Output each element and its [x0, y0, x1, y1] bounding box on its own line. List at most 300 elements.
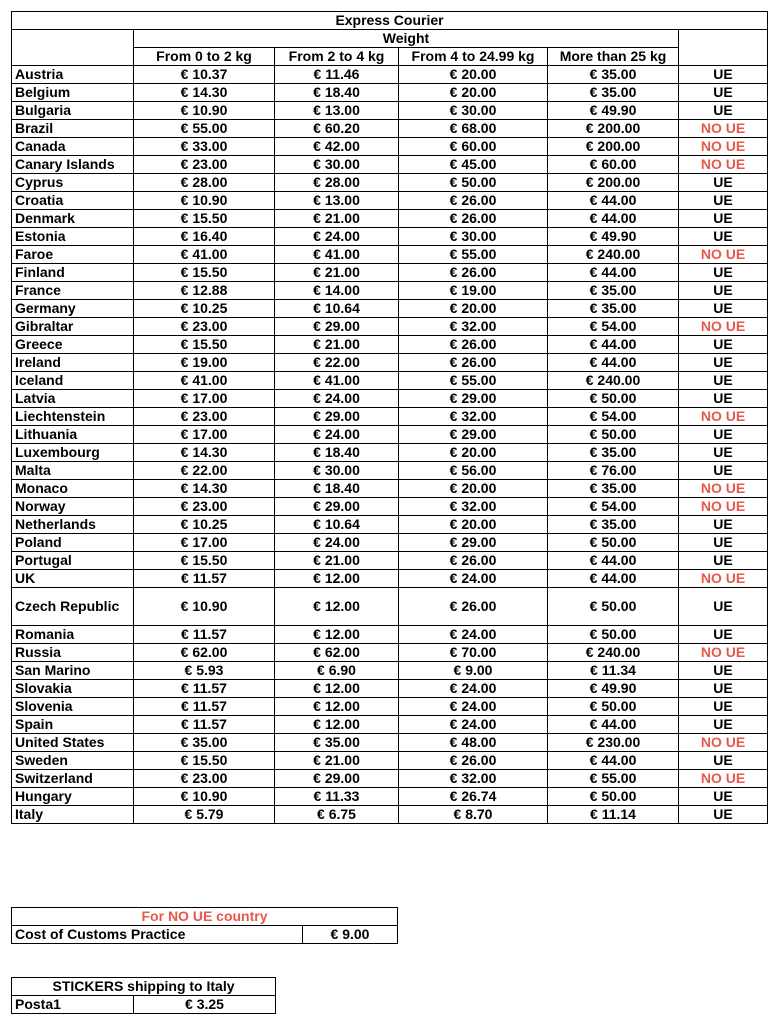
zone-cell: NO UE — [679, 498, 768, 516]
price-cell: € 12.00 — [275, 626, 399, 644]
price-cell: € 49.90 — [548, 680, 679, 698]
title-row — [12, 12, 768, 30]
price-cell: € 41.00 — [134, 246, 275, 264]
price-cell: € 18.40 — [275, 84, 399, 102]
price-cell: € 26.00 — [399, 552, 548, 570]
price-cell: € 26.74 — [399, 788, 548, 806]
price-cell: € 19.00 — [134, 354, 275, 372]
country-cell: Cyprus — [12, 174, 134, 192]
price-cell: € 20.00 — [399, 300, 548, 318]
price-cell: € 33.00 — [134, 138, 275, 156]
price-cell: € 42.00 — [275, 138, 399, 156]
country-cell: Czech Republic — [12, 588, 134, 626]
price-cell: € 11.46 — [275, 66, 399, 84]
price-cell: € 11.33 — [275, 788, 399, 806]
zone-cell: UE — [679, 752, 768, 770]
price-cell: € 30.00 — [275, 156, 399, 174]
zone-cell: NO UE — [679, 644, 768, 662]
country-cell: Germany — [12, 300, 134, 318]
weight-header-row — [12, 30, 768, 48]
price-cell: € 10.90 — [134, 102, 275, 120]
country-cell: Hungary — [12, 788, 134, 806]
zone-cell: UE — [679, 390, 768, 408]
price-cell: € 14.30 — [134, 444, 275, 462]
price-cell: € 20.00 — [399, 66, 548, 84]
country-cell: Switzerland — [12, 770, 134, 788]
table-row — [12, 734, 768, 752]
price-cell: € 14.30 — [134, 84, 275, 102]
price-cell: € 10.37 — [134, 66, 275, 84]
price-cell: € 44.00 — [548, 264, 679, 282]
price-cell: € 29.00 — [275, 498, 399, 516]
zone-cell: UE — [679, 102, 768, 120]
price-cell: € 17.00 — [134, 390, 275, 408]
zone-cell: UE — [679, 662, 768, 680]
country-cell: Lithuania — [12, 426, 134, 444]
price-cell: € 49.90 — [548, 102, 679, 120]
country-cell: Netherlands — [12, 516, 134, 534]
price-cell: € 230.00 — [548, 734, 679, 752]
column-header: From 4 to 24.99 kg — [399, 48, 548, 66]
zone-cell: NO UE — [679, 408, 768, 426]
empty-zone-header-cell — [679, 30, 768, 66]
price-cell: € 15.50 — [134, 552, 275, 570]
price-cell: € 240.00 — [548, 246, 679, 264]
stickers-value: € 3.25 — [134, 996, 276, 1014]
country-cell: Liechtenstein — [12, 408, 134, 426]
column-header: More than 25 kg — [548, 48, 679, 66]
price-cell: € 56.00 — [399, 462, 548, 480]
price-cell: € 24.00 — [399, 626, 548, 644]
zone-cell: UE — [679, 462, 768, 480]
column-header: From 0 to 2 kg — [134, 48, 275, 66]
zone-cell: NO UE — [679, 480, 768, 498]
table-row — [12, 300, 768, 318]
zone-cell: UE — [679, 84, 768, 102]
stickers-header-row — [12, 978, 276, 996]
price-cell: € 14.00 — [275, 282, 399, 300]
table-row — [12, 336, 768, 354]
price-cell: € 200.00 — [548, 138, 679, 156]
price-cell: € 44.00 — [548, 570, 679, 588]
table-row — [12, 552, 768, 570]
price-cell: € 10.64 — [275, 516, 399, 534]
price-cell: € 44.00 — [548, 210, 679, 228]
price-cell: € 13.00 — [275, 192, 399, 210]
price-cell: € 62.00 — [134, 644, 275, 662]
zone-cell: NO UE — [679, 156, 768, 174]
country-cell: Portugal — [12, 552, 134, 570]
price-cell: € 26.00 — [399, 264, 548, 282]
price-cell: € 20.00 — [399, 516, 548, 534]
country-cell: France — [12, 282, 134, 300]
zone-cell: UE — [679, 228, 768, 246]
price-cell: € 24.00 — [399, 680, 548, 698]
price-cell: € 14.30 — [134, 480, 275, 498]
price-cell: € 200.00 — [548, 174, 679, 192]
price-cell: € 10.25 — [134, 300, 275, 318]
table-row — [12, 426, 768, 444]
table-row — [12, 66, 768, 84]
price-cell: € 30.00 — [399, 102, 548, 120]
zone-cell: NO UE — [679, 770, 768, 788]
zone-cell: UE — [679, 66, 768, 84]
country-cell: Austria — [12, 66, 134, 84]
zone-cell: UE — [679, 372, 768, 390]
price-cell: € 12.00 — [275, 570, 399, 588]
price-cell: € 12.00 — [275, 680, 399, 698]
price-cell: € 18.40 — [275, 444, 399, 462]
price-cell: € 21.00 — [275, 210, 399, 228]
country-cell: Sweden — [12, 752, 134, 770]
customs-value: € 9.00 — [303, 926, 398, 944]
country-cell: Belgium — [12, 84, 134, 102]
price-cell: € 44.00 — [548, 716, 679, 734]
price-cell: € 10.90 — [134, 588, 275, 626]
zone-cell: NO UE — [679, 120, 768, 138]
zone-cell: NO UE — [679, 734, 768, 752]
price-cell: € 50.00 — [548, 390, 679, 408]
stickers-label: Posta1 — [12, 996, 134, 1014]
zone-cell: UE — [679, 680, 768, 698]
price-cell: € 10.90 — [134, 788, 275, 806]
price-cell: € 18.40 — [275, 480, 399, 498]
price-cell: € 35.00 — [275, 734, 399, 752]
price-cell: € 32.00 — [399, 770, 548, 788]
table-row — [12, 516, 768, 534]
zone-cell: UE — [679, 516, 768, 534]
table-row — [12, 806, 768, 824]
country-cell: Faroe — [12, 246, 134, 264]
price-cell: € 22.00 — [134, 462, 275, 480]
table-row — [12, 156, 768, 174]
zone-cell: UE — [679, 534, 768, 552]
zone-cell: UE — [679, 300, 768, 318]
price-cell: € 15.50 — [134, 752, 275, 770]
price-cell: € 29.00 — [399, 390, 548, 408]
zone-cell: UE — [679, 174, 768, 192]
price-cell: € 17.00 — [134, 426, 275, 444]
country-cell: Slovenia — [12, 698, 134, 716]
price-cell: € 68.00 — [399, 120, 548, 138]
price-cell: € 5.93 — [134, 662, 275, 680]
price-cell: € 32.00 — [399, 498, 548, 516]
price-cell: € 23.00 — [134, 770, 275, 788]
price-cell: € 19.00 — [399, 282, 548, 300]
price-cell: € 21.00 — [275, 552, 399, 570]
country-cell: Romania — [12, 626, 134, 644]
zone-cell: UE — [679, 354, 768, 372]
zone-cell: NO UE — [679, 318, 768, 336]
price-cell: € 35.00 — [134, 734, 275, 752]
price-cell: € 13.00 — [275, 102, 399, 120]
price-cell: € 12.00 — [275, 588, 399, 626]
price-cell: € 8.70 — [399, 806, 548, 824]
price-cell: € 24.00 — [399, 716, 548, 734]
price-cell: € 24.00 — [399, 698, 548, 716]
price-cell: € 15.50 — [134, 264, 275, 282]
price-cell: € 32.00 — [399, 408, 548, 426]
country-cell: Iceland — [12, 372, 134, 390]
stickers-header: STICKERS shipping to Italy — [12, 978, 276, 996]
price-cell: € 35.00 — [548, 444, 679, 462]
price-cell: € 30.00 — [399, 228, 548, 246]
price-cell: € 55.00 — [399, 372, 548, 390]
zone-cell: UE — [679, 282, 768, 300]
price-cell: € 10.64 — [275, 300, 399, 318]
table-row — [12, 138, 768, 156]
price-cell: € 70.00 — [399, 644, 548, 662]
price-cell: € 15.50 — [134, 336, 275, 354]
country-cell: Canary Islands — [12, 156, 134, 174]
zone-cell: UE — [679, 444, 768, 462]
price-cell: € 44.00 — [548, 552, 679, 570]
price-cell: € 48.00 — [399, 734, 548, 752]
table-title: Express Courier — [12, 12, 768, 30]
price-cell: € 20.00 — [399, 444, 548, 462]
price-cell: € 30.00 — [275, 462, 399, 480]
price-cell: € 20.00 — [399, 480, 548, 498]
price-cell: € 21.00 — [275, 264, 399, 282]
country-cell: Luxembourg — [12, 444, 134, 462]
price-cell: € 35.00 — [548, 300, 679, 318]
zone-cell: NO UE — [679, 570, 768, 588]
price-cell: € 60.00 — [548, 156, 679, 174]
table-row — [12, 84, 768, 102]
table-row — [12, 698, 768, 716]
price-cell: € 44.00 — [548, 336, 679, 354]
price-cell: € 50.00 — [548, 588, 679, 626]
country-cell: Ireland — [12, 354, 134, 372]
price-cell: € 5.79 — [134, 806, 275, 824]
country-cell: Gibraltar — [12, 318, 134, 336]
zone-cell: UE — [679, 336, 768, 354]
customs-table — [11, 907, 398, 944]
price-cell: € 41.00 — [275, 246, 399, 264]
table-row — [12, 498, 768, 516]
zone-cell: UE — [679, 588, 768, 626]
table-row — [12, 680, 768, 698]
price-cell: € 26.00 — [399, 752, 548, 770]
zone-cell: NO UE — [679, 246, 768, 264]
table-row — [12, 588, 768, 626]
price-cell: € 23.00 — [134, 318, 275, 336]
price-cell: € 29.00 — [399, 534, 548, 552]
express-courier-table — [11, 11, 768, 824]
price-cell: € 60.20 — [275, 120, 399, 138]
price-cell: € 54.00 — [548, 498, 679, 516]
country-cell: Italy — [12, 806, 134, 824]
table-row — [12, 318, 768, 336]
price-cell: € 45.00 — [399, 156, 548, 174]
table-row — [12, 534, 768, 552]
zone-cell: UE — [679, 210, 768, 228]
country-cell: Finland — [12, 264, 134, 282]
country-cell: Monaco — [12, 480, 134, 498]
price-cell: € 28.00 — [275, 174, 399, 192]
price-cell: € 9.00 — [399, 662, 548, 680]
price-cell: € 41.00 — [275, 372, 399, 390]
price-cell: € 35.00 — [548, 282, 679, 300]
price-cell: € 24.00 — [275, 426, 399, 444]
price-cell: € 41.00 — [134, 372, 275, 390]
price-cell: € 10.25 — [134, 516, 275, 534]
country-cell: Canada — [12, 138, 134, 156]
table-row — [12, 282, 768, 300]
price-cell: € 240.00 — [548, 644, 679, 662]
price-cell: € 29.00 — [275, 408, 399, 426]
price-cell: € 50.00 — [548, 426, 679, 444]
price-cell: € 17.00 — [134, 534, 275, 552]
zone-cell: UE — [679, 192, 768, 210]
price-cell: € 21.00 — [275, 752, 399, 770]
price-cell: € 35.00 — [548, 84, 679, 102]
price-cell: € 23.00 — [134, 498, 275, 516]
table-row — [12, 662, 768, 680]
price-cell: € 24.00 — [399, 570, 548, 588]
table-row — [12, 192, 768, 210]
table-row — [12, 102, 768, 120]
price-cell: € 50.00 — [548, 698, 679, 716]
table-row — [12, 264, 768, 282]
price-cell: € 23.00 — [134, 408, 275, 426]
stickers-table — [11, 977, 276, 1014]
price-cell: € 28.00 — [134, 174, 275, 192]
country-cell: Bulgaria — [12, 102, 134, 120]
zone-cell: NO UE — [679, 138, 768, 156]
customs-header: For NO UE country — [12, 908, 398, 926]
table-row — [12, 644, 768, 662]
zone-cell: UE — [679, 806, 768, 824]
country-cell: Slovakia — [12, 680, 134, 698]
price-cell: € 11.14 — [548, 806, 679, 824]
table-row — [12, 228, 768, 246]
table-row — [12, 716, 768, 734]
table-row — [12, 570, 768, 588]
table-row — [12, 462, 768, 480]
table-row — [12, 752, 768, 770]
price-cell: € 29.00 — [275, 318, 399, 336]
price-cell: € 21.00 — [275, 336, 399, 354]
country-cell: Norway — [12, 498, 134, 516]
table-row — [12, 770, 768, 788]
price-cell: € 26.00 — [399, 192, 548, 210]
price-cell: € 62.00 — [275, 644, 399, 662]
zone-cell: UE — [679, 788, 768, 806]
price-cell: € 50.00 — [548, 788, 679, 806]
customs-row — [12, 926, 398, 944]
price-cell: € 24.00 — [275, 534, 399, 552]
price-cell: € 44.00 — [548, 354, 679, 372]
price-cell: € 24.00 — [275, 228, 399, 246]
table-row — [12, 354, 768, 372]
table-row — [12, 390, 768, 408]
price-cell: € 35.00 — [548, 66, 679, 84]
country-cell: Poland — [12, 534, 134, 552]
price-cell: € 24.00 — [275, 390, 399, 408]
price-cell: € 44.00 — [548, 192, 679, 210]
price-cell: € 26.00 — [399, 588, 548, 626]
price-cell: € 23.00 — [134, 156, 275, 174]
price-cell: € 26.00 — [399, 210, 548, 228]
table-row — [12, 626, 768, 644]
column-header: From 2 to 4 kg — [275, 48, 399, 66]
price-cell: € 200.00 — [548, 120, 679, 138]
country-cell: Croatia — [12, 192, 134, 210]
stickers-row — [12, 996, 276, 1014]
table-row — [12, 408, 768, 426]
price-cell: € 50.00 — [548, 626, 679, 644]
weight-header: Weight — [134, 30, 679, 48]
table-row — [12, 246, 768, 264]
price-cell: € 55.00 — [548, 770, 679, 788]
zone-cell: UE — [679, 426, 768, 444]
price-cell: € 11.34 — [548, 662, 679, 680]
price-cell: € 54.00 — [548, 318, 679, 336]
price-cell: € 11.57 — [134, 680, 275, 698]
table-body — [12, 12, 768, 824]
zone-cell: UE — [679, 626, 768, 644]
price-cell: € 54.00 — [548, 408, 679, 426]
table-row — [12, 210, 768, 228]
customs-header-row — [12, 908, 398, 926]
country-cell: Latvia — [12, 390, 134, 408]
price-cell: € 15.50 — [134, 210, 275, 228]
price-cell: € 44.00 — [548, 752, 679, 770]
table-row — [12, 788, 768, 806]
country-cell: Malta — [12, 462, 134, 480]
zone-cell: UE — [679, 716, 768, 734]
price-cell: € 29.00 — [275, 770, 399, 788]
price-cell: € 26.00 — [399, 336, 548, 354]
price-cell: € 35.00 — [548, 516, 679, 534]
country-cell: Denmark — [12, 210, 134, 228]
price-cell: € 12.00 — [275, 698, 399, 716]
country-cell: Spain — [12, 716, 134, 734]
zone-cell: UE — [679, 698, 768, 716]
price-cell: € 55.00 — [399, 246, 548, 264]
country-cell: Greece — [12, 336, 134, 354]
table-row — [12, 480, 768, 498]
price-cell: € 32.00 — [399, 318, 548, 336]
price-cell: € 11.57 — [134, 698, 275, 716]
country-cell: San Marino — [12, 662, 134, 680]
price-cell: € 22.00 — [275, 354, 399, 372]
price-cell: € 6.75 — [275, 806, 399, 824]
price-cell: € 240.00 — [548, 372, 679, 390]
customs-label: Cost of Customs Practice — [12, 926, 303, 944]
table-row — [12, 372, 768, 390]
price-cell: € 49.90 — [548, 228, 679, 246]
table-row — [12, 120, 768, 138]
price-cell: € 50.00 — [399, 174, 548, 192]
price-cell: € 10.90 — [134, 192, 275, 210]
price-cell: € 11.57 — [134, 570, 275, 588]
country-cell: UK — [12, 570, 134, 588]
price-cell: € 6.90 — [275, 662, 399, 680]
zone-cell: UE — [679, 552, 768, 570]
table-row — [12, 444, 768, 462]
price-cell: € 50.00 — [548, 534, 679, 552]
price-cell: € 20.00 — [399, 84, 548, 102]
price-cell: € 76.00 — [548, 462, 679, 480]
price-cell: € 16.40 — [134, 228, 275, 246]
country-cell: Estonia — [12, 228, 134, 246]
price-cell: € 11.57 — [134, 626, 275, 644]
country-cell: United States — [12, 734, 134, 752]
table-row — [12, 174, 768, 192]
price-cell: € 26.00 — [399, 354, 548, 372]
